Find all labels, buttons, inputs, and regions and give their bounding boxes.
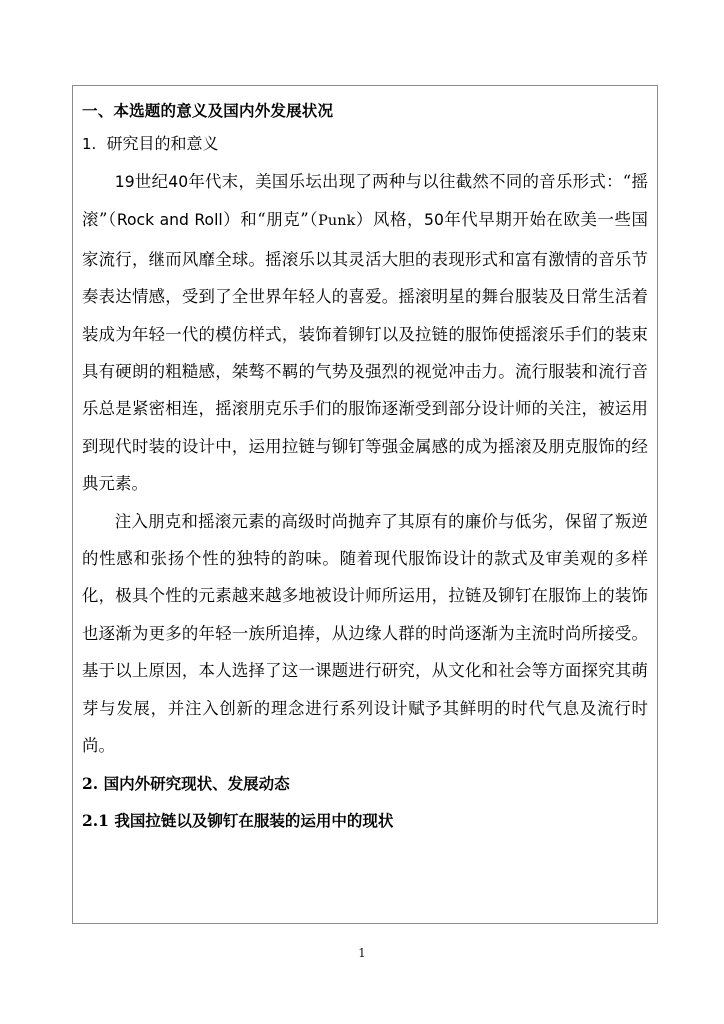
subsection-number: 1. bbox=[82, 135, 97, 153]
inline-latin-run: 19 bbox=[114, 173, 135, 191]
inline-latin-run: 40 bbox=[168, 173, 189, 191]
inline-latin-run: 50 bbox=[424, 211, 444, 230]
body-paragraph-2: 注入朋克和摇滚元素的高级时尚抛弃了其原有的廉价与低劣，保留了叛逆的性感和张扬个性的独特的韵味。随着现代服饰设计的款式及审美观的多样化，极具个性的元素越来越多地被设计师所运用，拉链及铆钉在服饰上的装饰也逐渐为更多的年轻一族所追捧，从边缘人群的时尚逐渐为主流时尚所接受。基于以上原因，本人选择了这一课题进行研究，从文化和社会等方面探究其萌芽与发展，并注入创新的理念进行系列设计赋予其鲜明的时代气息及流行时尚。 bbox=[82, 511, 648, 756]
section-heading: 一、本选题的意义及国内外发展状况 bbox=[82, 102, 334, 120]
subsection-heading bbox=[82, 127, 648, 161]
subsection-title: 研究目的和意义 bbox=[106, 134, 219, 153]
heading-2-1: 2.1 我国拉链以及铆钉在服装的运用中的现状 bbox=[82, 810, 394, 830]
page-number: 1 bbox=[358, 946, 366, 960]
inline-latin-run: Punk bbox=[318, 213, 356, 230]
body-paragraph-1: 19世纪40年代末，美国乐坛出现了两种与以往截然不同的音乐形式：“摇滚”（Rock and Roll）和“朋克”（Punk）风格，50年代早期开始在欧美一些国家流行，继而风靡全球。摇滚乐以其灵活大胆的表现形式和富有激情的音乐节奏表达情感，受到了全世界年轻人的喜爱。摇滚明星的舞台服装及日常生活着装成为年轻一代的模仿样式，装饰着铆钉以及拉链的服饰使摇滚乐手们的装束具有硬朗的粗糙感，桀骜不羁的气势及强烈的视觉冲击力。流行服装和流行音乐总是紧密相连，摇滚朋克乐手们的服饰逐渐受到部分设计师的关注，被运用到现代时装的设计中，运用拉链与铆钉等强金属感的成为摇滚及朋克服饰的经典元素。 bbox=[82, 172, 648, 494]
document-content-frame bbox=[72, 85, 658, 924]
heading-2: 2. 国内外研究现状、发展动态 bbox=[82, 773, 290, 793]
inline-latin-run: Rock and Roll bbox=[116, 211, 223, 230]
